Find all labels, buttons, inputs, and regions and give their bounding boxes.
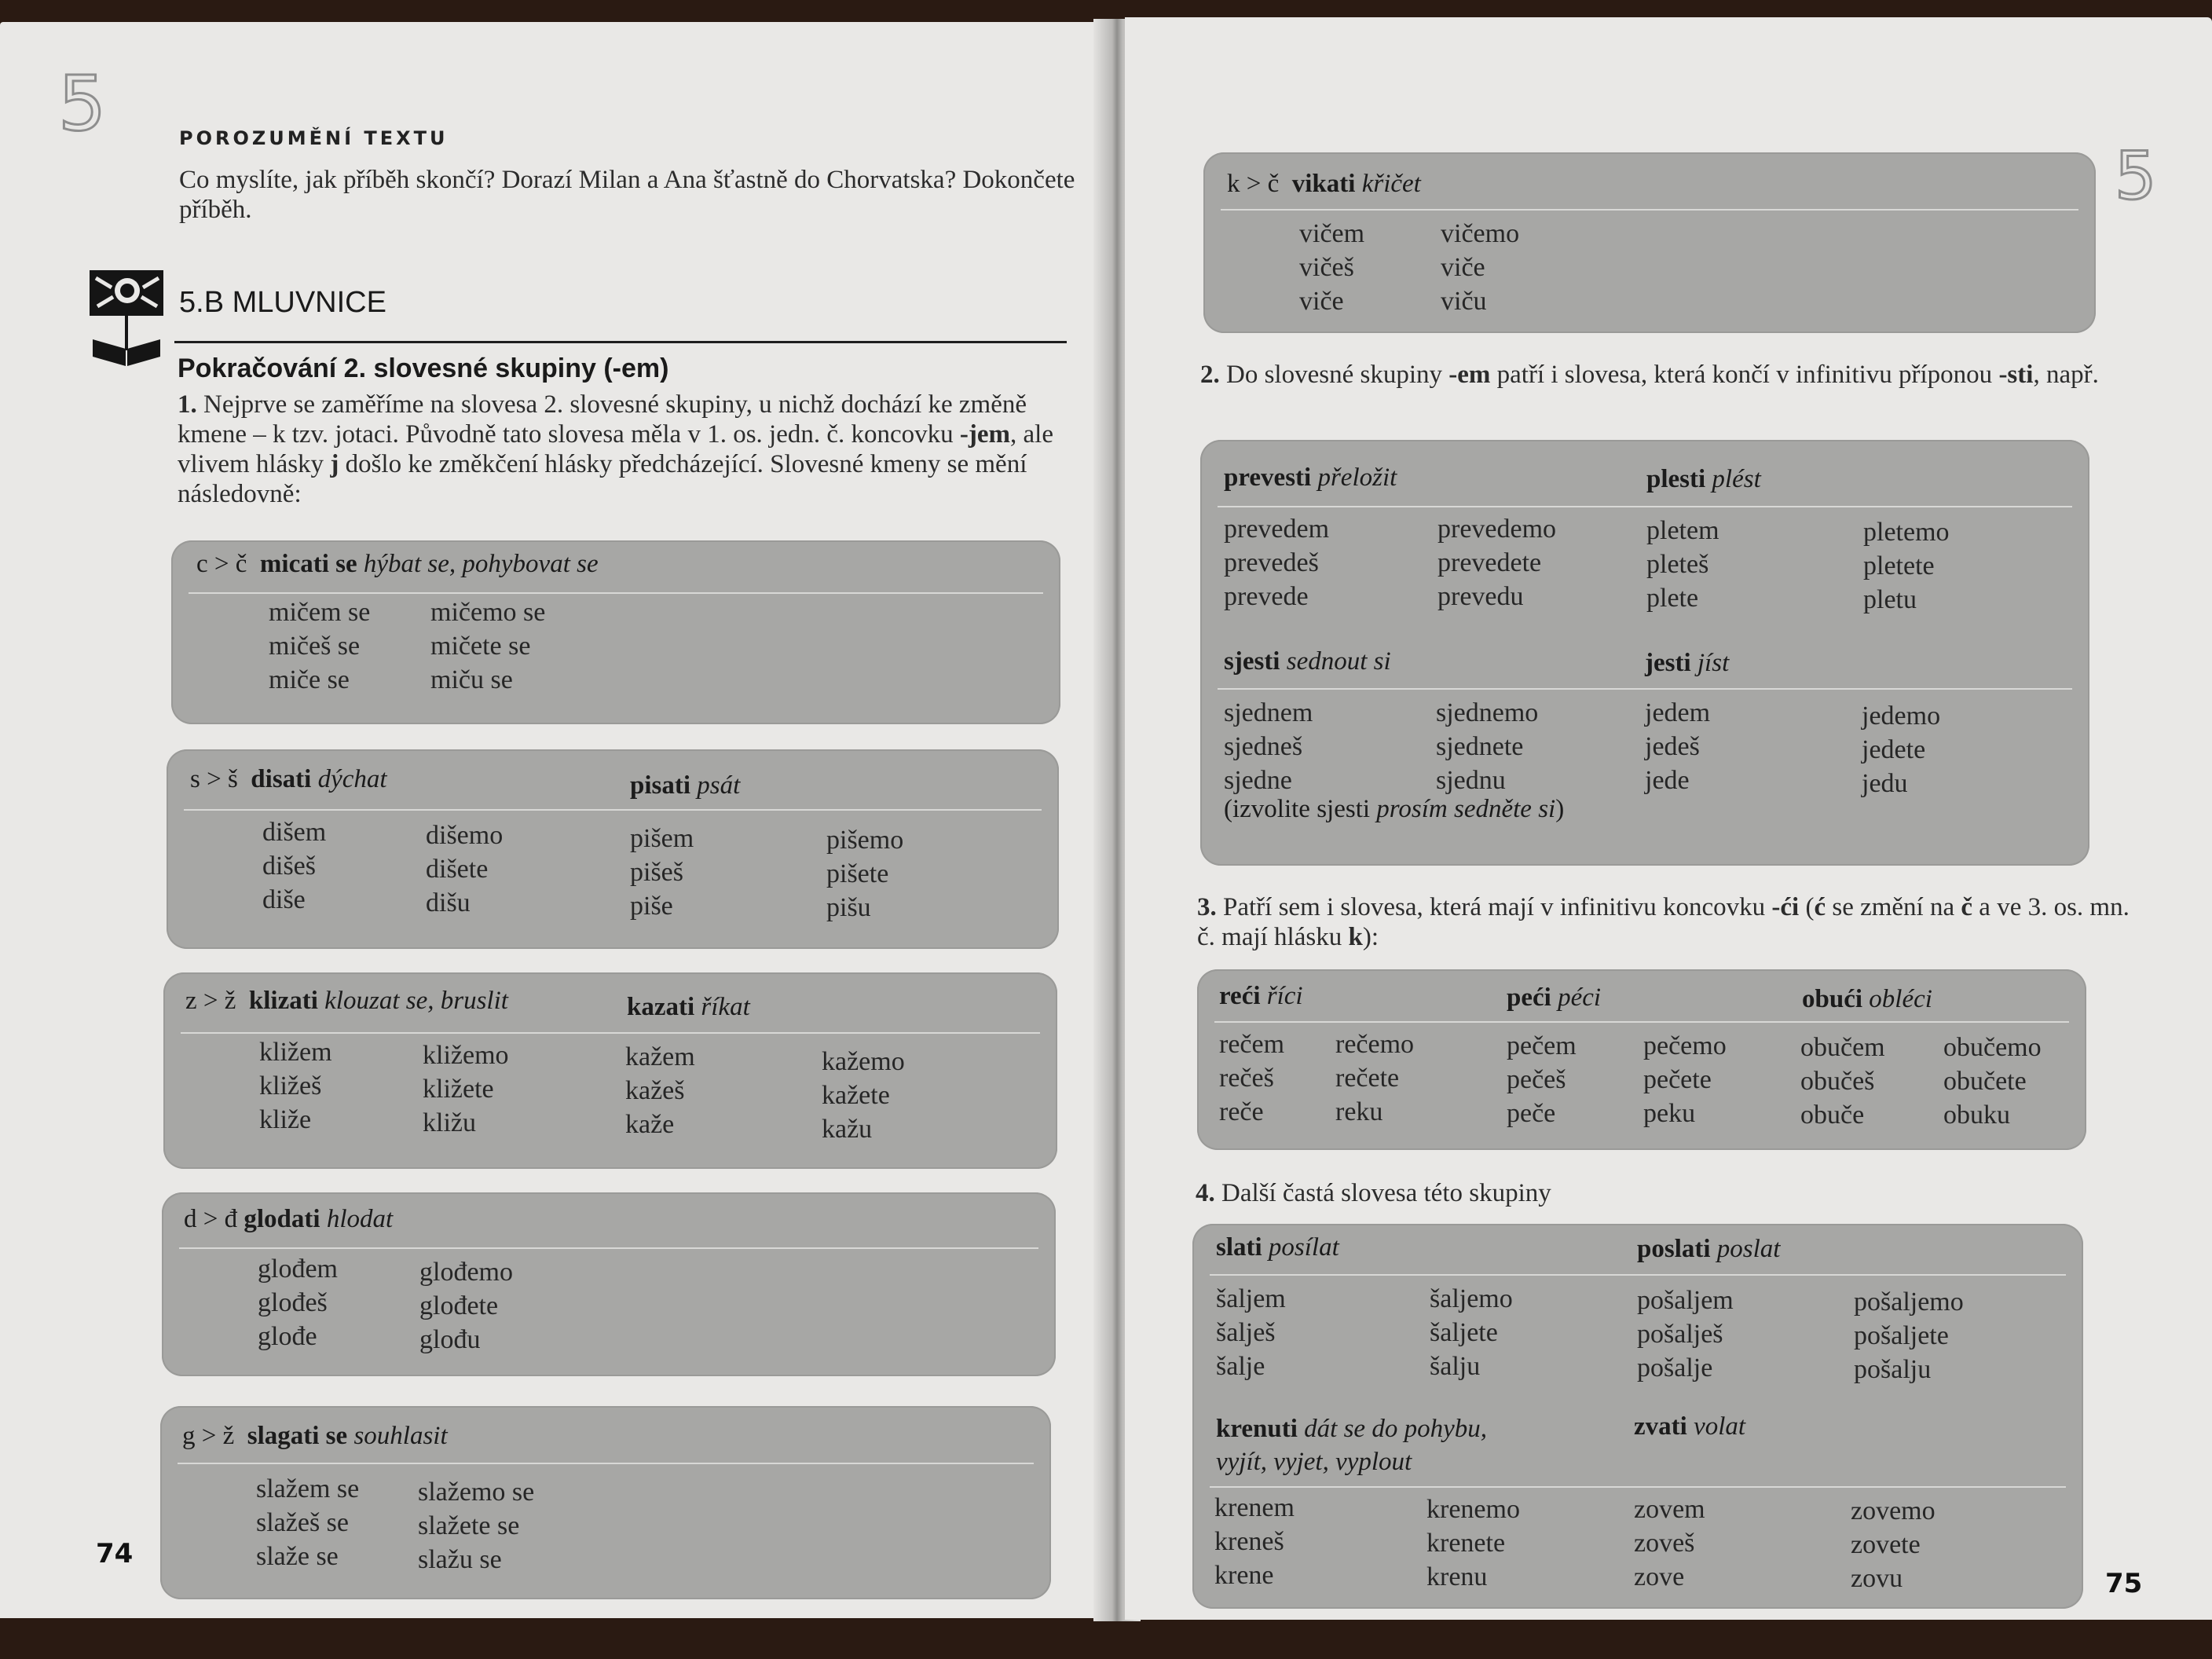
box-header-2: pisati psát (630, 771, 741, 800)
forms-col: kližem kližeš kliže (259, 1038, 332, 1134)
forms-plural: glođemo glođete glođu (419, 1258, 513, 1354)
forms-col: kažem kažeš kaže (625, 1042, 695, 1139)
exercise-number: 2. (1200, 361, 1220, 389)
forms-singular: mičem se mičeš se miče se (269, 598, 371, 694)
forms-plural: vičemo viče viču (1441, 219, 1520, 316)
exercise-text: se změní na (1826, 893, 1961, 921)
forms-plural: mičemo se mičete se miču se (430, 598, 546, 694)
forms-col: prevedem prevedeš prevede (1224, 515, 1330, 611)
forms-col: kažemo kažete kažu (822, 1047, 905, 1144)
exercise-4-text (1196, 1178, 1551, 1208)
forms-col: prevedemo prevedete prevedu (1437, 515, 1557, 611)
forms-col: dišemo dišete dišu (426, 821, 504, 917)
box-header-3: obući obléci (1802, 985, 1932, 1013)
subtitle: Pokračování 2. slovesné skupiny (-em) (178, 353, 669, 383)
forms-col: sjednemo sjednete sjednu (1436, 698, 1539, 795)
forms-col: pletemo pletete pletu (1863, 518, 1950, 614)
letter-term: k (1348, 923, 1363, 951)
box-header-3: sjesti sednout si (1224, 647, 1391, 676)
exercise-text: došlo ke změkčení hlásky předcházející. Slovesné kmeny se mění následovně: (178, 450, 1027, 508)
exercise-text: patří i slovesa, která končí v infinitivu příponou (1490, 361, 1999, 389)
chapter-number: 5 (58, 60, 107, 148)
suffix-term: -ći (1771, 893, 1800, 921)
suffix-term: -em (1448, 361, 1491, 389)
forms-col: zovem zoveš zove (1634, 1495, 1705, 1591)
page-number: 74 (96, 1538, 134, 1569)
conjugation-box-d (162, 1192, 1056, 1376)
forms-col: jedemo jedete jedu (1862, 701, 1941, 798)
section-text: Co myslíte, jak příběh skončí? Dorazí Milan a Ana šťastně do Chorvatska? Dokončete příběh. (179, 166, 1075, 224)
forms-col: pečem pečeš peče (1507, 1031, 1577, 1128)
forms-col: dišem dišeš diše (262, 818, 327, 914)
box-header-3: krenuti dát se do pohybu, vyjít, vyjet, vyplout (1216, 1415, 1487, 1476)
forms-col: rečem rečeš reče (1219, 1030, 1285, 1126)
chapter-number: 5 (2115, 137, 2157, 214)
left-page (0, 22, 1114, 1618)
forms-col: krenem kreneš krene (1214, 1493, 1295, 1590)
right-page (1125, 17, 2212, 1620)
section-heading: POROZUMĚNÍ TEXTU (179, 127, 449, 149)
forms-col: jedem jedeš jede (1645, 698, 1711, 795)
exercise-number: 3. (1197, 893, 1217, 921)
exercise-text: ): (1362, 923, 1379, 951)
letter-term: j (330, 450, 339, 478)
book-reader-icon (88, 267, 165, 371)
suffix-term: -jem (959, 420, 1011, 449)
exercise-text: ( (1799, 893, 1815, 921)
box-header: s > š disati dýchat (190, 765, 387, 793)
box-header: k > č vikati křičet (1227, 170, 1421, 198)
suffix-term: -sti (1998, 361, 2034, 389)
title-rule (174, 341, 1067, 343)
box-header-4: jesti jíst (1645, 649, 1730, 677)
conjugation-box-s (167, 749, 1059, 949)
exercise-2-text (1200, 360, 2127, 390)
forms-col: pečemo pečete peku (1643, 1031, 1727, 1128)
conjugation-box-k (1203, 152, 2096, 333)
box-header: c > č micati se hýbat se, pohybovat se (196, 550, 599, 578)
box-header: reći říci (1219, 982, 1303, 1010)
exercise-text: a ve 3. os. mn. č. mají hlásku (1197, 893, 2130, 951)
box-header: z > ž klizati klouzat se, bruslit (185, 987, 508, 1015)
exercise-text: Do slovesné skupiny (1226, 361, 1449, 389)
forms-col: krenemo krenete krenu (1426, 1495, 1520, 1591)
conjugation-box-c (171, 540, 1060, 724)
exercise-text: Nejprve se zaměříme na slovesa 2. slovesné skupiny, u nichž dochází ke změně kmene – k tzv. jotaci. Původně tato slovesa měla v 1. os. jedn. č. koncovku (178, 390, 1027, 449)
box-header: slati posílat (1216, 1233, 1339, 1262)
exercise-text: , např. (2033, 361, 2099, 389)
exercise-3-text (1197, 892, 2140, 952)
forms-col: obučemo obučete obuku (1943, 1033, 2042, 1130)
forms-col: sjednem sjedneš sjedne (1224, 698, 1313, 795)
letter-term: č (1961, 893, 1973, 921)
conjugation-box-z (163, 972, 1057, 1169)
forms-col: pošaljemo pošaljete pošalju (1854, 1287, 1964, 1384)
conjugation-box-ci (1197, 969, 2086, 1150)
forms-col: šaljemo šaljete šalju (1430, 1284, 1513, 1381)
exercise-text: Další častá slovesa této skupiny (1221, 1179, 1551, 1207)
forms-singular: glođem glođeš glođe (258, 1254, 338, 1351)
exercise-text: Patří sem i slovesa, která mají v infinitivu koncovku (1223, 893, 1772, 921)
box-header: prevesti přeložit (1224, 463, 1397, 492)
forms-col: zovemo zovete zovu (1851, 1496, 1936, 1593)
box-header-2: poslati poslat (1637, 1235, 1781, 1263)
forms-col: kližemo kližete kližu (423, 1041, 509, 1137)
usage-note: (izvolite sjesti prosím sedněte si) (1224, 795, 1565, 823)
forms-col: pišem pišeš piše (630, 824, 694, 921)
box-header: g > ž slagati se souhlasit (182, 1422, 448, 1450)
forms-singular: slažem se slažeš se slaže se (256, 1474, 360, 1571)
box-header-4: zvati volat (1634, 1412, 1746, 1441)
forms-col: obučem obučeš obuče (1800, 1033, 1885, 1130)
conjugation-box-sti (1200, 440, 2089, 866)
box-header: d > đ glodati hlodat (184, 1205, 394, 1233)
forms-col: pišemo pišete pišu (826, 826, 904, 922)
conjugation-box-g (160, 1406, 1051, 1599)
forms-col: pletem pleteš plete (1646, 516, 1719, 613)
forms-col: pošaljem pošalješ pošalje (1637, 1286, 1734, 1382)
exercise-number: 4. (1196, 1179, 1215, 1207)
lesson-title: 5.B MLUVNICE (179, 286, 386, 319)
forms-col: šaljem šalješ šalje (1216, 1284, 1286, 1381)
exercise-text: , ale vlivem hlásky (178, 420, 1053, 478)
forms-singular: vičem vičeš viče (1299, 219, 1365, 316)
letter-term: ć (1814, 893, 1826, 921)
forms-plural: slažemo se slažete se slažu se (418, 1478, 535, 1574)
exercise-number: 1. (178, 390, 197, 419)
box-header-2: plesti plést (1646, 465, 1761, 493)
box-header-2: peći péci (1507, 983, 1602, 1012)
conjugation-box-other (1192, 1224, 2083, 1609)
exercise-1-text (178, 390, 1068, 509)
page-number: 75 (2105, 1568, 2143, 1599)
forms-col: rečemo rečete reku (1335, 1030, 1415, 1126)
box-header-2: kazati říkat (627, 993, 750, 1021)
